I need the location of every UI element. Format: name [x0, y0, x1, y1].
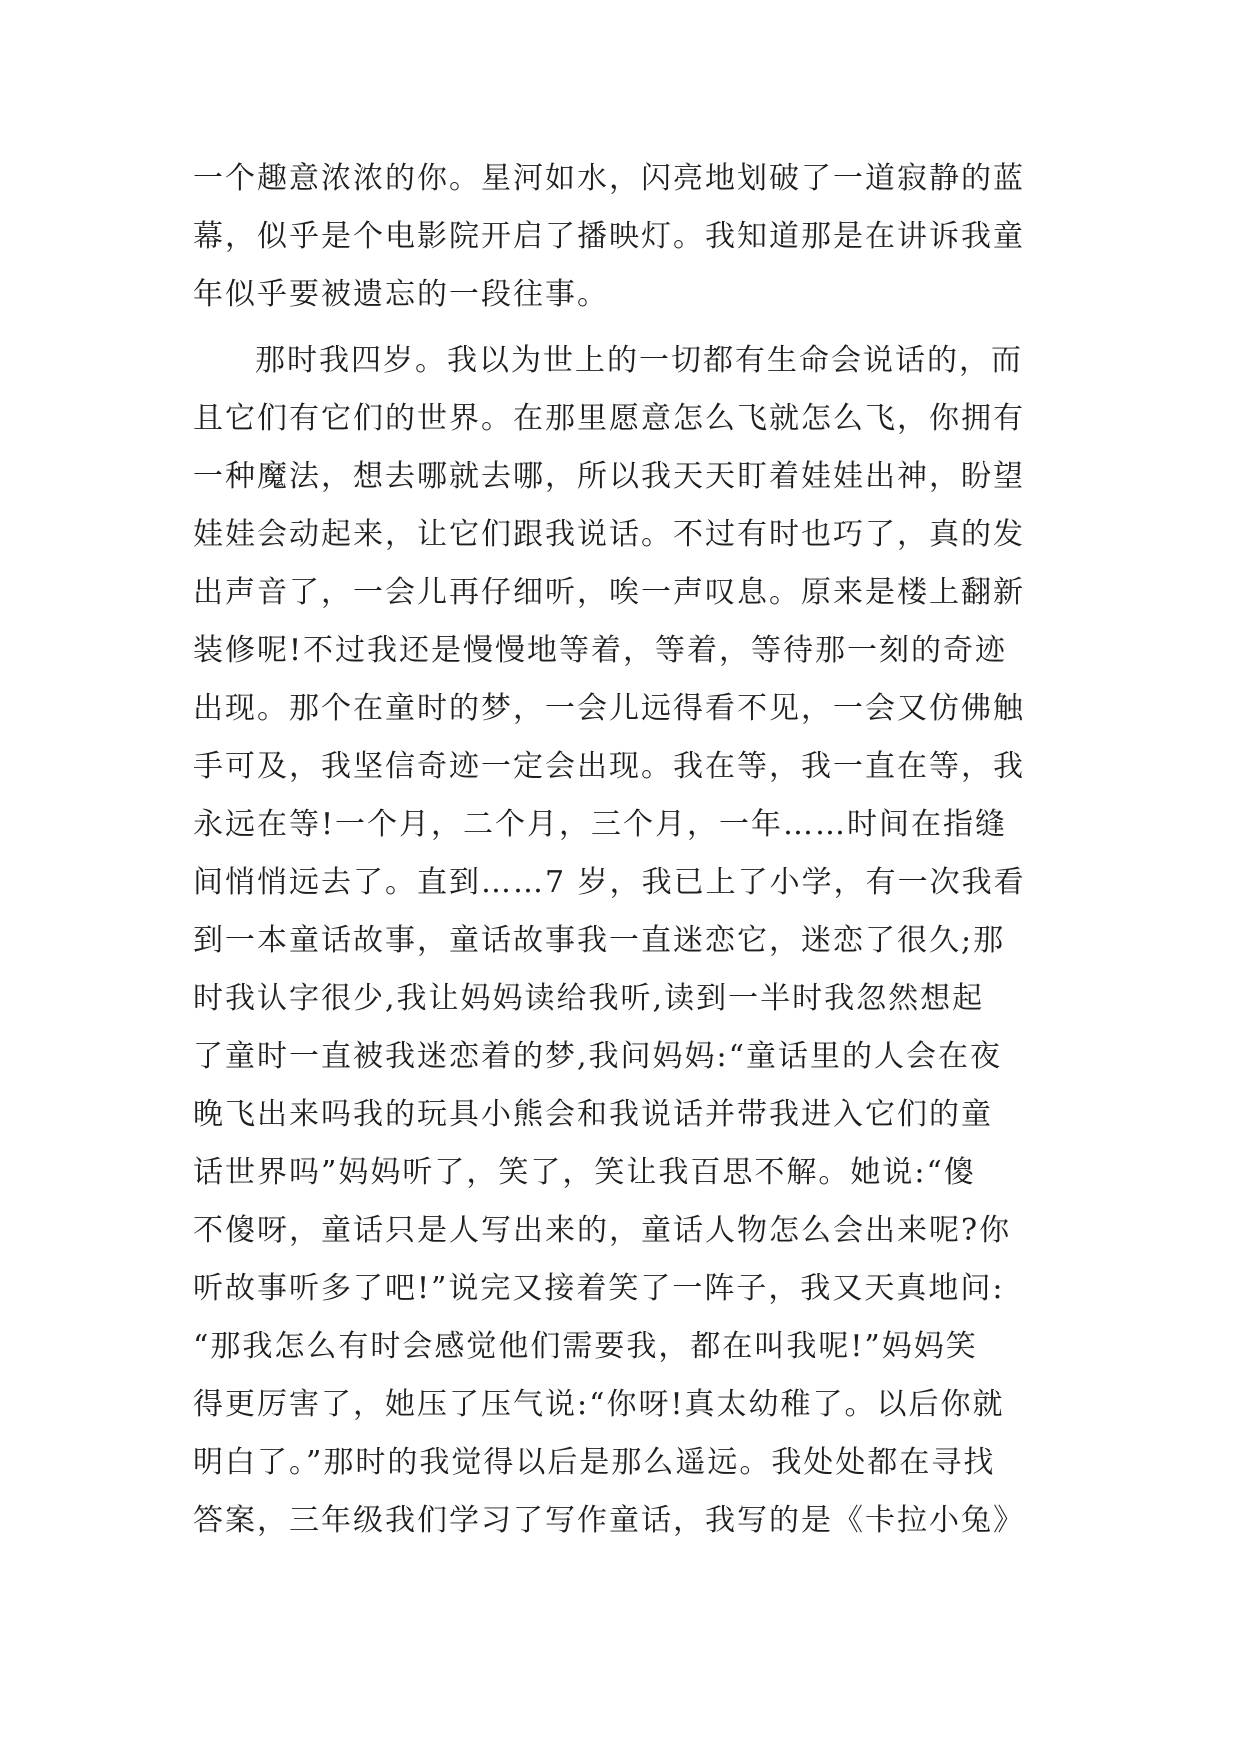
text-line: “那我怎么有时会感觉他们需要我，都在叫我呢!”妈妈笑	[193, 1329, 978, 1364]
text-line: 间悄悄远去了。直到……7 岁，我已上了小学，有一次我看	[193, 865, 1026, 900]
text-line: 得更厉害了，她压了压气说:“你呀!真太幼稚了。以后你就	[193, 1387, 1005, 1422]
text-line: 听故事听多了吧!”说完又接着笑了一阵子，我又天真地问:	[193, 1271, 1005, 1306]
text-line: 出声音了，一会儿再仔细听，唉一声叹息。原来是楼上翻新	[193, 575, 1025, 610]
text-line: 出现。那个在童时的梦，一会儿远得看不见，一会又仿佛触	[193, 691, 1025, 726]
text-line: 且它们有它们的世界。在那里愿意怎么飞就怎么飞，你拥有	[193, 401, 1025, 436]
text-line: 一种魔法，想去哪就去哪，所以我天天盯着娃娃出神，盼望	[193, 459, 1025, 494]
text-line: 手可及，我坚信奇迹一定会出现。我在等，我一直在等，我	[193, 749, 1025, 784]
paragraph-2	[193, 332, 1073, 1550]
text-line: 到一本童话故事，童话故事我一直迷恋它，迷恋了很久;那	[193, 923, 1006, 958]
text-line: 幕，似乎是个电影院开启了播映灯。我知道那是在讲诉我童	[193, 219, 1025, 254]
text-line: 明白了。”那时的我觉得以后是那么遥远。我处处都在寻找	[193, 1445, 996, 1480]
text-line: 装修呢!不过我还是慢慢地等着，等着，等待那一刻的奇迹	[193, 633, 1008, 668]
text-line: 那时我四岁。我以为世上的一切都有生命会说话的，而	[255, 343, 1023, 378]
document-body	[193, 150, 1073, 1550]
text-line: 了童时一直被我迷恋着的梦,我问妈妈:“童话里的人会在夜	[193, 1039, 1002, 1074]
text-line: 晚飞出来吗我的玩具小熊会和我说话并带我进入它们的童	[193, 1097, 993, 1132]
text-line: 答案，三年级我们学习了写作童话，我写的是《卡拉小兔》	[193, 1503, 1025, 1538]
text-line: 话世界吗”妈妈听了，笑了，笑让我百思不解。她说:“傻	[193, 1155, 976, 1190]
paragraph-spacer	[193, 324, 1073, 332]
text-line: 年似乎要被遗忘的一段往事。	[193, 277, 609, 312]
paragraph-1	[193, 150, 1073, 324]
text-line: 时我认字很少,我让妈妈读给我听,读到一半时我忽然想起	[193, 981, 985, 1016]
text-line: 永远在等!一个月，二个月，三个月，一年……时间在指缝	[193, 807, 1008, 842]
text-line: 不傻呀，童话只是人写出来的，童话人物怎么会出来呢?你	[193, 1213, 1012, 1248]
text-line: 一个趣意浓浓的你。星河如水，闪亮地划破了一道寂静的蓝	[193, 161, 1025, 196]
text-line: 娃娃会动起来，让它们跟我说话。不过有时也巧了，真的发	[193, 517, 1025, 552]
